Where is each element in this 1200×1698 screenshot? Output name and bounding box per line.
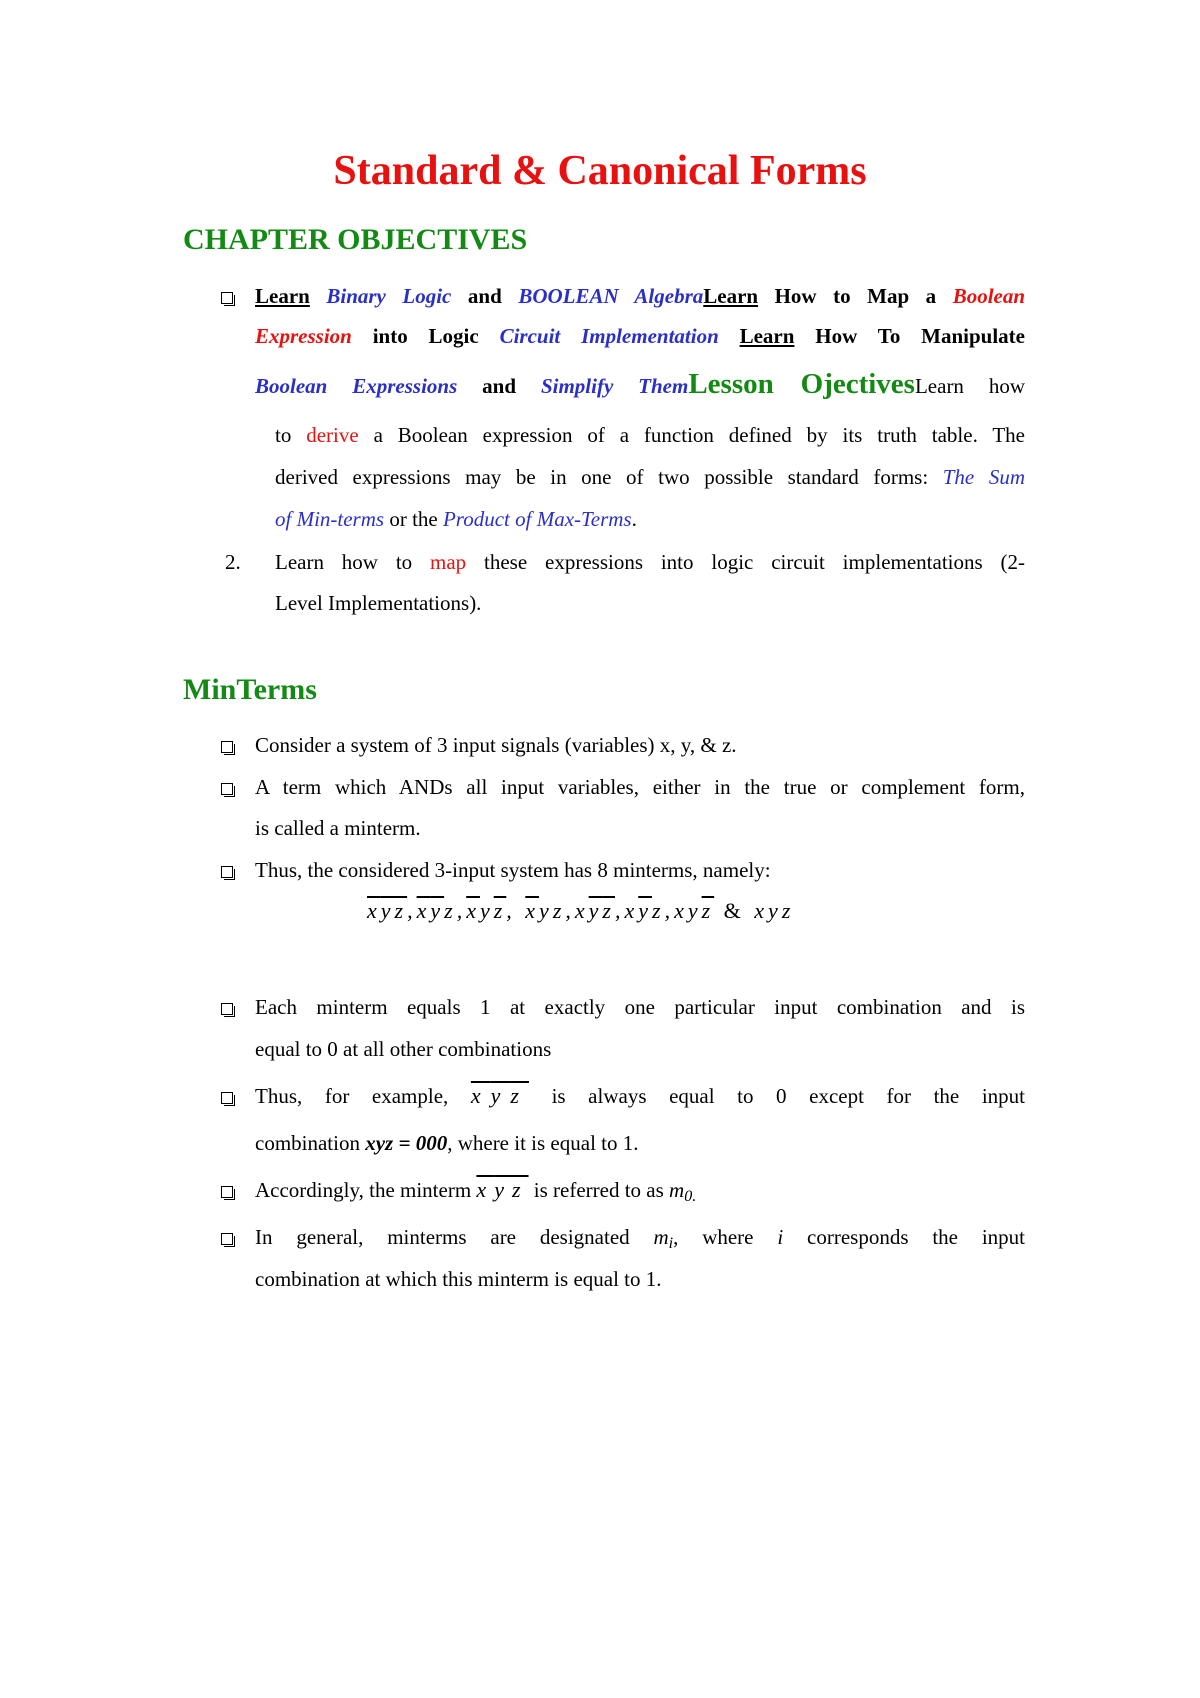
- bullet-icon: [221, 1092, 233, 1104]
- bullet-icon: [221, 1003, 233, 1015]
- bullet-icon: [221, 292, 233, 304]
- minterm-bullet-3: Thus, the considered 3-input system has 8 minterms, namely:: [255, 858, 771, 882]
- bullet-icon: [221, 1186, 233, 1198]
- page-title: Standard & Canonical Forms: [333, 148, 867, 194]
- minterm-bullet-7-line-2: combination at which this minterm is equal to 1.: [255, 1267, 662, 1291]
- minterm-bullet-4-line-2: equal to 0 at all other combinations: [255, 1037, 552, 1061]
- objective-line-3: Boolean Expressions and Simplify ThemLesson OjectivesLearn how: [255, 368, 1025, 400]
- minterm-bullet-4-line-1: Each minterm equals 1 at exactly one particular input combination and is: [255, 995, 1025, 1019]
- minterm-bullet-2-line-1: A term which ANDs all input variables, either in the true or complement form,: [255, 775, 1025, 799]
- chapter-objectives-heading: CHAPTER OBJECTIVES: [183, 223, 528, 256]
- minterm-bullet-6: Accordingly, the minterm $\overline{x}\overline{y}\overline{z}$ is referred to as $m_{0.}$: [255, 1177, 697, 1205]
- bullet-icon: [221, 866, 233, 878]
- minterm-m0-expression: $\overline{x}\overline{y}\overline{z}$: [470, 1083, 529, 1108]
- list-number: 2.: [225, 550, 241, 574]
- minterms-expression: $\overline{x}\overline{y}\overline{z},\overline{x}\overline{y}z,\overline{x}y\overline{z}$, $\overline{x}yz,x\overline{y}\overline{z},x\overline{y}z,xy\overline{z}$ & xyz: [367, 898, 795, 923]
- minterm-bullet-5-line-1: Thus, for example, $\overline{x}\overline{y}\overline{z}$ is always equal to 0 except for the input: [255, 1083, 1026, 1108]
- minterm-bullet-2-line-2: is called a minterm.: [255, 816, 421, 840]
- bullet-icon: [221, 783, 233, 795]
- minterm-m0-expression: $\overline{x}\overline{y}\overline{z}$: [476, 1177, 529, 1202]
- objective-line-1: Learn Binary Logic and BOOLEAN AlgebraLearn How to Map a Boolean: [255, 284, 1026, 308]
- minterm-bullet-5-line-2: combination xyz = 000, where it is equal to 1.: [255, 1131, 639, 1155]
- minterm-bullet-1: Consider a system of 3 input signals (variables) x, y, & z.: [255, 733, 737, 757]
- objective-line-5: derived expressions may be in one of two possible standard forms: The Sum: [275, 465, 1025, 489]
- bullet-icon: [221, 1233, 233, 1245]
- objective-line-4: to derive a Boolean expression of a function defined by its truth table. The: [275, 423, 1025, 447]
- objective-line-2: Expression into Logic Circuit Implementation Learn How To Manipulate: [255, 324, 1025, 348]
- bullet-icon: [221, 741, 233, 753]
- minterm-bullet-7-line-1: In general, minterms are designated $m_i$, where i corresponds the input: [255, 1225, 1025, 1252]
- objective-line-8: Level Implementations).: [275, 591, 482, 615]
- objective-line-7: Learn how to map these expressions into logic circuit implementations (2-: [275, 550, 1025, 574]
- minterms-heading: MinTerms: [183, 673, 317, 706]
- objective-line-6: of Min-terms or the Product of Max-Terms.: [275, 507, 637, 531]
